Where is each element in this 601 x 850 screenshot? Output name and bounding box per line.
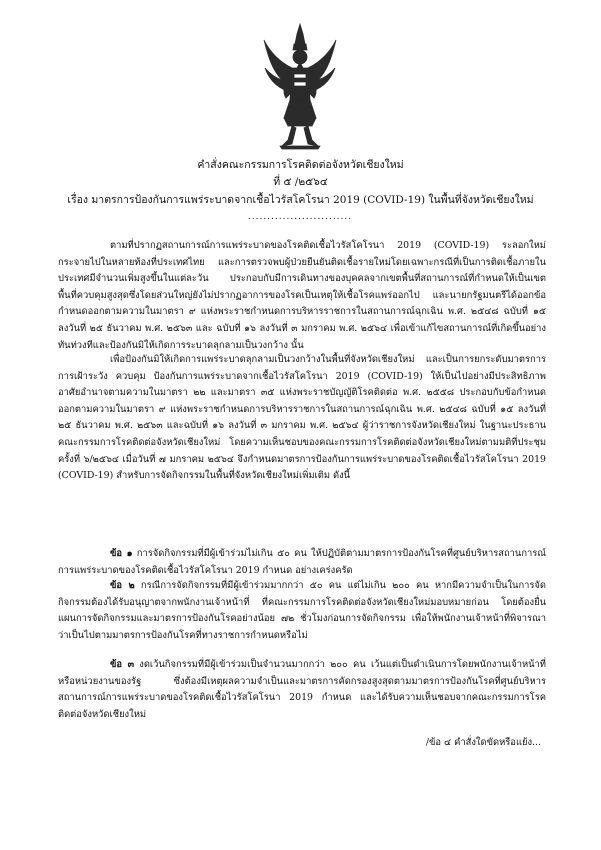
clause-1 xyxy=(58,546,546,579)
paragraph-background-text: ตามที่ปรากฏสถานการณ์การแพร่ระบาดของโรคติดเชื้อไวรัสโคโรนา 2019 (COVID-19) ระลอกใหม่กระจายไปในหลายท้องที่ประเทศไทย และการตรวจพบผู้ป่วยยืนยันติดเชื้อรายใหม่โดยเฉพาะกรณีที่เป็นการติดเชื้อภายในประเทศมีจำนวนเพิ่มสูงขึ้นในแต่ละวัน ประกอบกับมีการเดินทางของบุคคลจากเขตพื้นที่สถานการณ์ที่กำหนดให้เป็นเขตพื้นที่ควบคุมสูงสุดซึ่งโดยส่วนใหญ่ยังไม่ปรากฏอาการของโรคเป็นเหตุให้เชื้อโรคแพร่ออกไป และนายกรัฐมนตรีได้ออกข้อกำหนดออกตามความในมาตรา ๙ แห่งพระราชกำหนดการบริหารราชการในสถานการณ์ฉุกเฉิน พ.ศ. ๒๕๔๘ ฉบับที่ ๑๕ ลงวันที่ ๒๕ ธันวาคม พ.ศ. ๒๕๖๓ และ ฉบับที่ ๑๖ ลงวันที่ ๓ มกราคม พ.ศ. ๒๕๖๔ เพื่อเข้าแก้ไขสถานการณ์ที่เกิดขึ้นอย่างทันท่วงทีและป้องกันมิให้เกิดการระบาดลุกลามเป็นวงกว้าง นั้น xyxy=(58,240,546,351)
clause-3-text: งดเว้นกิจกรรมที่มีผู้เข้าร่วมเป็นจำนวนมากกว่า ๒๐๐ คน เว้นแต่เป็นดำเนินการโดยพนักงานเจ้าหน้าที่หรือหน่วยงานของรัฐ ซึ่งต้องมีเหตุผลความจำเป็นและมาตรการคัดกรองสูงสุดตามมาตรการป้องกันโรคที่ศูนย์บริหารสถานการณ์การแพร่ระบาดของโรคติดเชื้อไวรัสโคโรนา 2019 กำหนด และได้รับความเห็นชอบจากคณะกรรมการโรคติดต่อจังหวัดเชียงใหม่ xyxy=(58,659,546,720)
issuer-title: คำสั่งคณะกรรมการโรคติดต่อจังหวัดเชียงใหม่ xyxy=(197,159,404,171)
garuda-emblem-icon xyxy=(262,22,338,150)
paragraph-authority-text: เพื่อป้องกันมิให้เกิดการแพร่ระบาดลุกลามเป็นวงกว้างในพื้นที่จังหวัดเชียงใหม่ และเป็นการยกระดับมาตรการการเฝ้าระวัง ควบคุม ป้องกันการแพร่ระบาดจากเชื้อไวรัสโคโรนา 2019 (COVID-19) ให้เป็นไปอย่างมีประสิทธิภาพ อาศัยอำนาจตามความในมาตรา ๒๒ และมาตรา ๓๕ แห่งพระราชบัญญัติโรคติดต่อ พ.ศ. ๒๕๕๘ ประกอบกับข้อกำหนดออกตามความในมาตรา ๙ แห่งพระราชกำหนดการบริหารราชการในสถานการณ์ฉุกเฉิน พ.ศ. ๒๕๔๘ ฉบับที่ ๑๕ ลงวันที่ ๒๕ ธันวาคม พ.ศ. ๒๕๖๓ และฉบับที่ ๑๖ ลงวันที่ ๓ มกราคม พ.ศ. ๒๕๖๔ ผู้ว่าราชการจังหวัดเชียงใหม่ ในฐานะประธานคณะกรรมการโรคติดต่อจังหวัดเชียงใหม่ โดยความเห็นชอบของคณะกรรมการโรคติดต่อจังหวัดเชียงใหม่ตามมติที่ประชุม ครั้งที่ ๖/๒๕๖๔ เมื่อวันที่ ๗ มกราคม ๒๕๖๔ จึงกำหนดมาตรการป้องกันการแพร่ระบาดของโรคติดเชื้อไวรัสโคโรนา 2019 (COVID-19) สำหรับการจัดกิจกรรมในพื้นที่จังหวัดเชียงใหม่เพิ่มเติม ดังนี้ xyxy=(58,354,546,482)
subject-line: เรื่อง มาตรการป้องกันการแพร่ระบาดจากเชื้อไวรัสโคโรนา 2019 (COVID-19) ในพื้นที่จังหวัดเชียงใหม่ xyxy=(67,194,534,206)
continued-note: /ข้อ ๔ คำสั่งใดขัดหรือแย้ง... xyxy=(425,737,541,748)
clause-3 xyxy=(58,657,546,723)
clause-2 xyxy=(58,578,546,644)
clause-2-number: ข้อ ๒ xyxy=(110,580,135,591)
clause-1-text: การจัดกิจกรรมที่มีผู้เข้าร่วมไม่เกิน ๕๐ คน ให้ปฏิบัติตามมาตรการป้องกันโรคที่ศูนย์บริหารสถานการณ์การแพร่ระบาดของโรคติดเชื้อไวรัสโคโรนา 2019 กำหนด อย่างเคร่งครัด xyxy=(58,548,547,576)
paragraph-authority xyxy=(58,352,546,485)
clause-2-text: กรณีการจัดกิจกรรมที่มีผู้เข้าร่วมมากกว่า ๕๐ คน แต่ไม่เกิน ๒๐๐ คน หากมีความจำเป็นในการจัดกิจกรรมต้องได้รับอนุญาตจากพนักงานเจ้าหน้าที่ ที่คณะกรรมการโรคติดต่อจังหวัดเชียงใหม่มอบหมายก่อน โดยต้องยื่นแผนการจัดกิจกรรมและมาตรการป้องกันโรคอย่างน้อย ๗๒ ชั่วโมงก่อนการจัดกิจกรรม เพื่อให้พนักงานเจ้าหน้าที่พิจารณาว่าเป็นไปตามมาตรการป้องกันโรคที่ทางราชการกำหนดหรือไม่ xyxy=(58,580,546,641)
clause-1-number: ข้อ ๑ xyxy=(110,548,133,559)
clause-3-number: ข้อ ๓ xyxy=(110,659,134,670)
separator-dots: ........................... xyxy=(247,212,353,222)
paragraph-background xyxy=(58,238,546,354)
order-number: ที่ ๕ /๒๕๖๔ xyxy=(273,176,328,188)
